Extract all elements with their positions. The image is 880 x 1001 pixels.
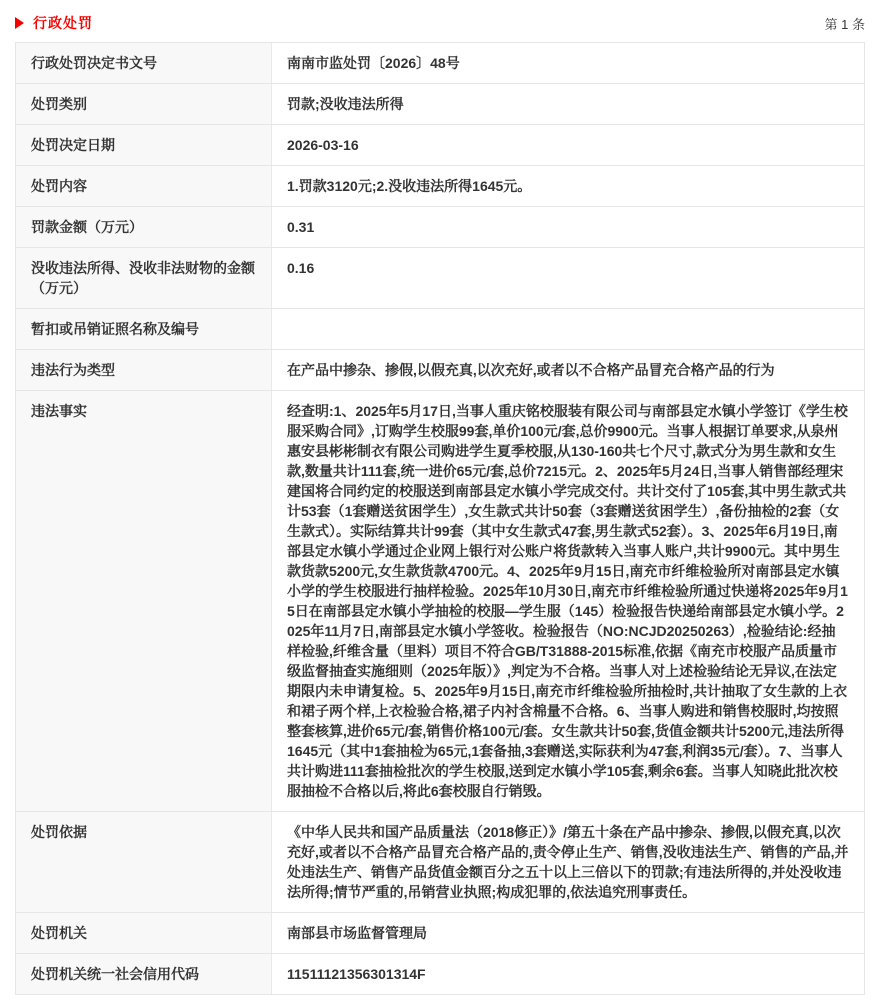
field-value: 在产品中掺杂、掺假,以假充真,以次充好,或者以不合格产品冒充合格产品的行为 xyxy=(272,350,864,390)
table-row xyxy=(16,391,864,812)
table-row xyxy=(16,913,864,954)
field-label: 违法行为类型 xyxy=(16,350,272,390)
penalty-table xyxy=(15,42,865,995)
panel-header xyxy=(15,0,865,42)
field-value: 1.罚款3120元;2.没收违法所得1645元。 xyxy=(272,166,864,206)
table-row xyxy=(16,166,864,207)
field-label: 处罚决定日期 xyxy=(16,125,272,165)
field-value: 罚款;没收违法所得 xyxy=(272,84,864,124)
field-label: 处罚依据 xyxy=(16,812,272,912)
field-value xyxy=(272,309,864,349)
table-row xyxy=(16,812,864,913)
table-row xyxy=(16,309,864,350)
table-row xyxy=(16,207,864,248)
table-row xyxy=(16,84,864,125)
field-label: 处罚类别 xyxy=(16,84,272,124)
field-value: 0.31 xyxy=(272,207,864,247)
field-value: 南南市监处罚〔2026〕48号 xyxy=(272,43,864,83)
page-title: 行政处罚 xyxy=(33,15,93,31)
field-label: 暂扣或吊销证照名称及编号 xyxy=(16,309,272,349)
field-label: 违法事实 xyxy=(16,391,272,811)
table-row xyxy=(16,248,864,309)
field-value: 《中华人民共和国产品质量法（2018修正）》/第五十条在产品中掺杂、掺假,以假充真,以次充好,或者以不合格产品冒充合格产品的,责令停止生产、销售,没收违法生产、销售的产品,并处违法生产、销售产品货值金额百分之五十以上三倍以下的罚款;有违法所得的,并处没收违法所得;情节严重的,吊销营业执照;构成犯罪的,依法追究刑事责任。 xyxy=(272,812,864,912)
table-row xyxy=(16,350,864,391)
table-row xyxy=(16,43,864,84)
field-label: 处罚机关 xyxy=(16,913,272,953)
table-row xyxy=(16,954,864,994)
red-triangle-icon xyxy=(15,17,24,29)
field-label: 处罚内容 xyxy=(16,166,272,206)
table-row xyxy=(16,125,864,166)
record-index-label: 第 1 条 xyxy=(824,16,865,32)
field-value: 2026-03-16 xyxy=(272,125,864,165)
field-label: 罚款金额（万元） xyxy=(16,207,272,247)
field-value: 经查明:1、2025年5月17日,当事人重庆铭校服装有限公司与南部县定水镇小学签订《学生校服采购合同》,订购学生校服99套,单价100元/套,总价9900元。当事人根据订单要求,从泉州惠安县彬彬制衣有限公司购进学生夏季校服,从130-160共七个尺寸,款式分为男生款和女生款,数量共计111套,统一进价65元/套,总价7215元。2、2025年5月24日,当事人销售部经理宋建国将合同约定的校服送到南部县定水镇小学完成交付。共计交付了105套,其中男生款式共计53套（1套赠送贫困学生）,女生款式共计50套（3套赠送贫困学生）,备份抽检的2套（女生款式）。实际结算共计99套（其中女生款式47套,男生款式52套）。3、2025年6月19日,南部县定水镇小学通过企业网上银行对公账户将货款转入当事人账户,共计9900元。其中男生款货款5200元,女生款货款4700元。4、2025年9月15日,南充市纤维检验所对南部县定水镇小学的学生校服进行抽样检验。2025年10月30日,南充市纤维检验所通过快递将2025年9月15日在南部县定水镇小学抽检的校服—学生服（145）检验报告快递给南部县定水镇小学。2025年11月7日,南部县定水镇小学签收。检验报告（NO:NCJD20250263）,检验结论:经抽样检验,纤维含量（里料）项目不符合GB/T31888-2015标准,依据《南充市校服产品质量市级监督抽查实施细则（2025年版）》,判定为不合格。当事人对上述检验结论无异议,在法定期限内未申请复检。5、2025年9月15日,南充市纤维检验所抽检时,共计抽取了女生款的上衣和裙子两个样,上衣检验合格,裙子内衬含棉量不合格。6、当事人购进和销售校服时,均按照整套核算,进价65元/套,销售价格100元/套。女生款共计50套,货值金额共计5200元,违法所得1645元（其中1套抽检为65元,1套备抽,3套赠送,实际获利为47套,利润35元/套）。7、当事人共计购进111套抽检批次的学生校服,送到定水镇小学105套,剩余6套。当事人知晓此批次校服抽检不合格以后,将此6套校服自行销毁。 xyxy=(272,391,864,811)
field-label: 行政处罚决定书文号 xyxy=(16,43,272,83)
field-value: 0.16 xyxy=(272,248,864,308)
field-label: 没收违法所得、没收非法财物的金额（万元） xyxy=(16,248,272,308)
field-value: 11511121356301314F xyxy=(272,954,864,994)
field-value: 南部县市场监督管理局 xyxy=(272,913,864,953)
field-label: 处罚机关统一社会信用代码 xyxy=(16,954,272,994)
